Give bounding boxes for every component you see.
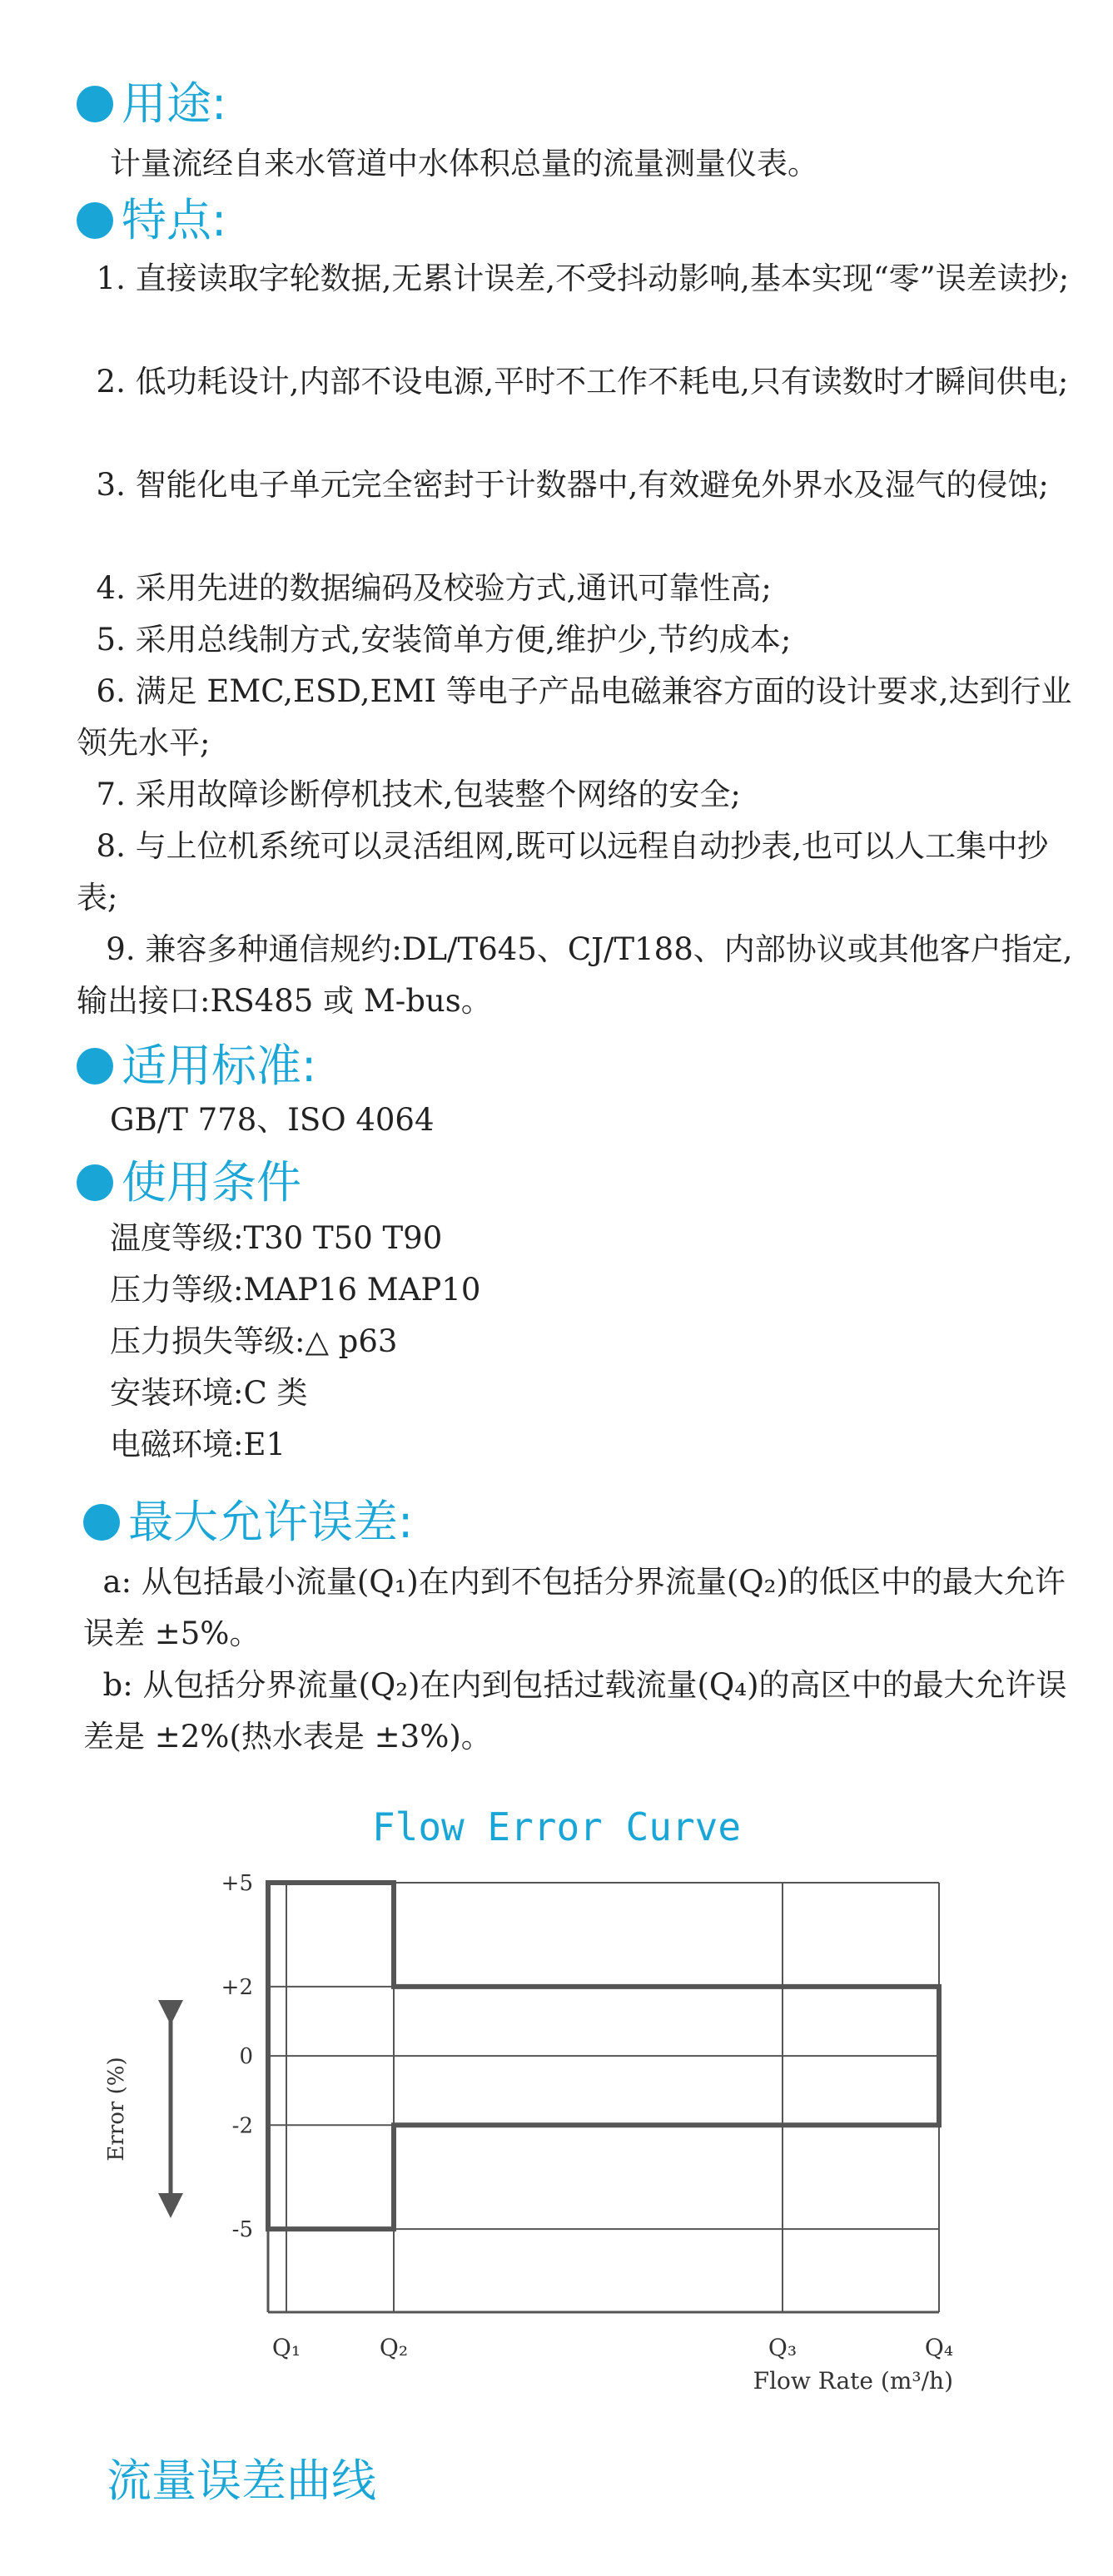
heading-text: 适用标准: — [122, 1040, 317, 1092]
heading-text: 最大允许误差: — [128, 1496, 414, 1548]
standards-text: GB/T 778、ISO 4064 — [110, 1102, 435, 1138]
feature-item-1: 1. 直接读取字轮数据,无累计误差,不受抖动影响,基本实现“零”误差读抄; — [77, 261, 1070, 296]
condition-pressure-loss: 压力损失等级:△ p63 — [110, 1323, 398, 1359]
y-tick-label: 0 — [239, 2044, 253, 2070]
feature-item-8: 8. 与上位机系统可以灵活组网,既可以远程自动抄表,也可以人工集中抄表; — [77, 828, 1049, 916]
feature-item-4: 4. 采用先进的数据编码及校验方式,通讯可靠性高; — [77, 570, 772, 606]
heading-text: 使用条件 — [122, 1156, 301, 1209]
footer-title: 流量误差曲线 — [107, 2454, 376, 2507]
feature-item-7: 7. 采用故障诊断停机技术,包装整个网络的安全; — [77, 777, 741, 812]
y-tick-label: +5 — [221, 1871, 253, 1896]
condition-temperature: 温度等级:T30 T50 T90 — [110, 1220, 443, 1256]
x-axis-label: Flow Rate (m³/h) — [753, 2367, 953, 2395]
feature-item-3: 3. 智能化电子单元完全密封于计数器中,有效避免外界水及湿气的侵蚀; — [77, 467, 1049, 503]
chart-title: Flow Error Curve — [371, 1804, 742, 1849]
heading-text: 特点: — [122, 194, 227, 246]
usage-text: 计量流经自来水管道中水体积总量的流量测量仪表。 — [110, 146, 818, 181]
heading-text: 用途: — [122, 77, 227, 130]
y-tick-label: +2 — [221, 1974, 253, 2000]
x-tick-label: Q₂ — [379, 2334, 409, 2361]
y-axis-label: Error (%) — [104, 2057, 129, 2162]
y-tick-label: -5 — [231, 2217, 253, 2243]
chart-layer — [104, 1871, 953, 2395]
feature-item-6: 6. 满足 EMC,ESD,EMI 等电子产品电磁兼容方面的设计要求,达到行业领先水平; — [77, 673, 1072, 761]
condition-em-environment: 电磁环境:E1 — [110, 1427, 286, 1462]
feature-item-2: 2. 低功耗设计,内部不设电源,平时不工作不耗电,只有读数时才瞬间供电; — [77, 364, 1069, 400]
x-tick-label: Q₄ — [924, 2334, 954, 2361]
max-error-a: a: 从包括最小流量(Q₁)在内到不包括分界流量(Q₂)的低区中的最大允许误差 ±5%。 — [83, 1564, 1066, 1651]
max-error-b: b: 从包括分界流量(Q₂)在内到包括过载流量(Q₄)的高区中的最大允许误差是 ±2%(热水表是 ±3%)。 — [83, 1667, 1067, 1755]
x-tick-label: Q₃ — [768, 2334, 797, 2361]
condition-environment: 安装环境:C 类 — [110, 1375, 308, 1411]
feature-item-9: 9. 兼容多种通信规约:DL/T645、CJ/T188、内部协议或其他客户指定,输出接口:RS485 或 M-bus。 — [77, 931, 1073, 1019]
y-tick-label: -2 — [231, 2113, 253, 2139]
condition-pressure: 压力等级:MAP16 MAP10 — [110, 1272, 481, 1308]
feature-item-5: 5. 采用总线制方式,安装简单方便,维护少,节约成本; — [77, 622, 792, 658]
x-tick-label: Q₁ — [271, 2334, 301, 2361]
